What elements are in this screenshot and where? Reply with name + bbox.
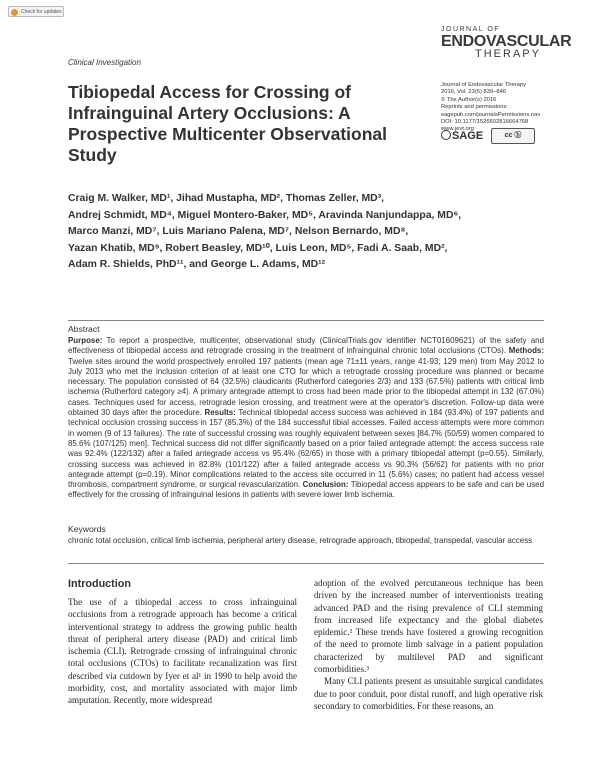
journal-info-line: 2016, Vol. 23(6) 839–846 [441, 89, 507, 96]
doi-link[interactable]: DOI: 10.1177/1526602816664768 [441, 119, 529, 126]
results-label: Results: [204, 408, 236, 418]
journal-info-line: Journal of Endovascular Therapy [441, 82, 526, 88]
journal-logo [441, 26, 571, 60]
author-line: Marco Manzi, MD⁷, Luis Mariano Palena, MD⁷, Nelson Bernardo, MD⁸, [68, 226, 409, 237]
purpose-text: To report a prospective, multicenter, observational study (ClinicalTrials.gov identifier NCT01609621) of the safety and effectiveness of tibiopedal access and retrograde crossing in the treatment of infrainguinal chronic total occlusions (CTOs). [68, 336, 545, 356]
journal-info-line: Reprints and permissions: [441, 104, 509, 111]
author-line: Andrej Schmidt, MD⁴, Miguel Montero-Baker, MD⁵, Aravinda Nanjundappa, MD⁶, [68, 209, 462, 221]
body-paragraph: adoption of the evolved percutaneous technique has been driven by the increased number of interventionists treating advanced PAD and the rising prevalence of CLI stemming from increased life expectancy and the global diabetes epidemic.² These trends have fostered a growing recognition of the need to promote limb salvage in a patient population characterized by multilevel PAD and significant comorbidities.³ [314, 578, 543, 675]
conclusion-text: Tibiopedal access appears to be safe and can be used effectively for the crossing of infrainguinal lesions in patients with severe lower limb ischemia. [68, 480, 544, 500]
author-line: Adam R. Shields, PhD¹¹, and George L. Adams, MD¹² [68, 259, 326, 270]
sage-logo [441, 130, 483, 142]
methods-label: Methods: [508, 346, 544, 356]
methods-text: Twelve sites around the world prospectively enrolled 197 patients (mean age 71±11 years, range 41-93; 129 men) from May 2012 to July 2013 who met the inclusion criterion of at least one CTO for which a retrograde crossing procedure was planned or became necessary. The population consisted of 64 (32.5%) claudicants (Rutherford categories 2/3) and 133 (67.5%) patients with critical limb ischemia (Rutherford category ≥4). A primary antegrade attempt to cross had been made prior to the tibiopedal attempt in 132 (67.0%) cases. Techniques used for access, retrograde lesion crossing, and treatment were at the operator's discretion. Follow-up data were obtained 30 days after the procedure. [68, 356, 544, 418]
sage-circle-icon [441, 130, 451, 140]
introduction-heading: Introduction [68, 578, 131, 590]
abstract-body [68, 336, 544, 501]
body-paragraph: Many CLI patients present as unsuitable surgical candidates due to poor conduit, poor distal runoff, and high operative risk secondary to comorbidities. For these reasons, an [314, 676, 543, 711]
permissions-link[interactable]: sagepub.com/journalsPermissions.nav [441, 111, 541, 118]
creative-commons-badge[interactable] [491, 128, 535, 144]
body-column-left [68, 596, 297, 707]
license-badge-label: cc ⓑ [504, 132, 522, 139]
check-for-updates-badge[interactable] [8, 6, 64, 17]
keywords-bottom-rule [68, 563, 544, 564]
journal-website-link[interactable]: www.jevt.org [441, 126, 474, 133]
journal-logo-line3: THERAPY [475, 48, 541, 60]
body-column-right [314, 577, 543, 712]
results-text: Technical tibiopedal access success was achieved in 184 (93.4%) of 197 patients and technical occlusion crossing success in 157 (85.3%) of the 184 successful tibial accesses. Failed access attempts were more common in women (9 of 13 failures). The rate of successful crossing was roughly equivalent between sexes [84.7% (50/59) women compared to 85.6% (107/125) men]. Technical success did not differ significantly based on a prior failed antegrade attempt: the access success rate was 92.4% (122/132) after a failed antegrade access vs 95.4% (62/65) in those with a primary tibiopedal attempt (p=0.55). Similarly, crossing success was achieved in 82.8% (101/122) after a failed antegrade access vs 90.3% (56/62) for patients with no prior antegrade attempt (p=0.19). Minor complications related to the access site occurred in 11 (5.6%) cases; no patient had access vessel thrombosis, compartment syndrome, or surgical revascularization. [68, 408, 544, 490]
journal-logo-line2: ENDOVASCULAR [441, 33, 572, 50]
keywords-list: chronic total occlusion, critical limb ischemia, peripheral artery disease, retrograde approach, tibiopedal, transpedal, vascular access [68, 536, 533, 545]
sage-label: SAGE [452, 130, 484, 142]
abstract-heading: Abstract [68, 324, 100, 334]
purpose-label: Purpose: [68, 336, 103, 345]
body-paragraph: The use of a tibiopedal access to cross infrainguinal occlusions from a retrograde approach has become a critical interventional strategy to address the growing public health threat of peripheral artery disease (PAD) and critical limb ischemia (CLI). Retrograde crossing of infrainguinal chronic total occlusions (CTOs) to facilitate recanalization was first described via cutdown by Iyer et al¹ in 1990 to help avoid the morbidity, cost, and mortality associated with major limb amputation. Recently, more widespread [68, 597, 297, 706]
author-line: Yazan Khatib, MD⁹, Robert Beasley, MD¹⁰, Luis Leon, MD⁵, Fadi A. Saab, MD², [68, 242, 448, 254]
author-line: Craig M. Walker, MD¹, Jihad Mustapha, MD², Thomas Zeller, MD³, [68, 193, 384, 204]
journal-info-line: © The Author(s) 2016 [441, 96, 497, 103]
article-title: Tibiopedal Access for Crossing of Infrainguinal Artery Occlusions: A Prospective Multicenter Observational Study [68, 82, 387, 165]
conclusion-label: Conclusion: [302, 480, 349, 490]
abstract-top-rule [68, 320, 544, 321]
keywords-heading: Keywords [68, 524, 106, 534]
journal-logo-line1: JOURNAL OF [441, 26, 501, 33]
author-list [68, 191, 538, 274]
journal-info [441, 82, 591, 134]
badge-label: Check for updates [21, 9, 62, 15]
section-label: Clinical Investigation [68, 58, 141, 67]
update-icon [11, 9, 18, 16]
